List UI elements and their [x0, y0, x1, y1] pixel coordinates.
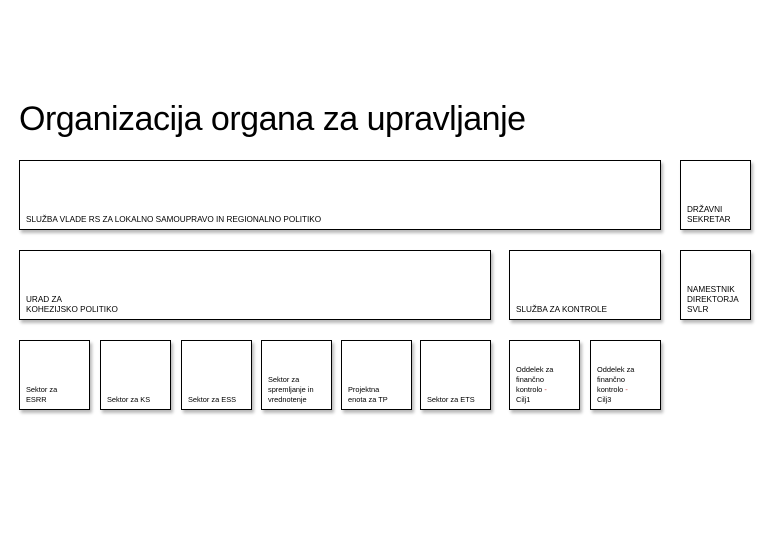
box-label-line: enota za TP	[348, 395, 388, 404]
box-label-line: Sektor za KS	[107, 395, 151, 404]
box-label-word: kontrolo	[597, 385, 624, 394]
box-sektor-ess	[181, 340, 252, 410]
box-label-line: ESRR	[26, 395, 47, 404]
box-sektor-spremljanje	[261, 340, 332, 410]
box-namestnik-direktorja	[680, 250, 751, 320]
box-label-line: Sektor za ETS	[427, 395, 475, 404]
box-projektna-enota	[341, 340, 412, 410]
dash-glyph: -	[544, 385, 547, 394]
box-label-line: vrednotenje	[268, 395, 307, 404]
box-label-line: SLUŽBA VLADE RS ZA LOKALNO SAMOUPRAVO IN REGIONALNO POLITIKO	[26, 215, 322, 224]
box-label-line: Oddelek za	[597, 365, 635, 374]
box-oddelek-cilj1	[509, 340, 580, 410]
box-label-line: DIREKTORJA	[687, 295, 739, 304]
box-label-line: Oddelek za	[516, 365, 554, 374]
box-label-line: finančno	[597, 375, 625, 384]
box-label-line	[597, 385, 655, 395]
box-label-line: SEKRETAR	[687, 215, 731, 224]
box-sektor-esrr	[19, 340, 90, 410]
box-label-word: kontrolo	[516, 385, 543, 394]
box-sluzba-kontrole	[509, 250, 661, 320]
box-label-line: Sektor za	[268, 375, 300, 384]
box-label-line: SVLR	[687, 305, 709, 314]
box-label-line: URAD ZA	[26, 295, 62, 304]
box-label-line: finančno	[516, 375, 544, 384]
box-label-line: DRŽAVNI	[687, 205, 723, 214]
box-label-line: spremljanje in	[268, 385, 314, 394]
box-label-line: Cilj3	[597, 395, 612, 404]
box-oddelek-cilj3	[590, 340, 661, 410]
box-label-line: Cilj1	[516, 395, 531, 404]
box-label-line: Sektor za	[26, 385, 58, 394]
box-label-line: NAMESTNIK	[687, 285, 735, 294]
box-urad-kohezijska	[19, 250, 491, 320]
box-sektor-ets	[420, 340, 491, 410]
box-sluzba-vlade	[19, 160, 661, 230]
page-title: Organizacija organa za upravljanje	[19, 100, 526, 138]
box-label-line	[516, 385, 574, 395]
box-drzavni-sekretar	[680, 160, 751, 230]
box-label-line: KOHEZIJSKO POLITIKO	[26, 305, 118, 314]
box-sektor-ks	[100, 340, 171, 410]
box-label-line: SLUŽBA ZA KONTROLE	[516, 305, 607, 314]
dash-glyph: -	[625, 385, 628, 394]
box-label-line: Projektna	[348, 385, 380, 394]
box-label-line: Sektor za ESS	[188, 395, 237, 404]
